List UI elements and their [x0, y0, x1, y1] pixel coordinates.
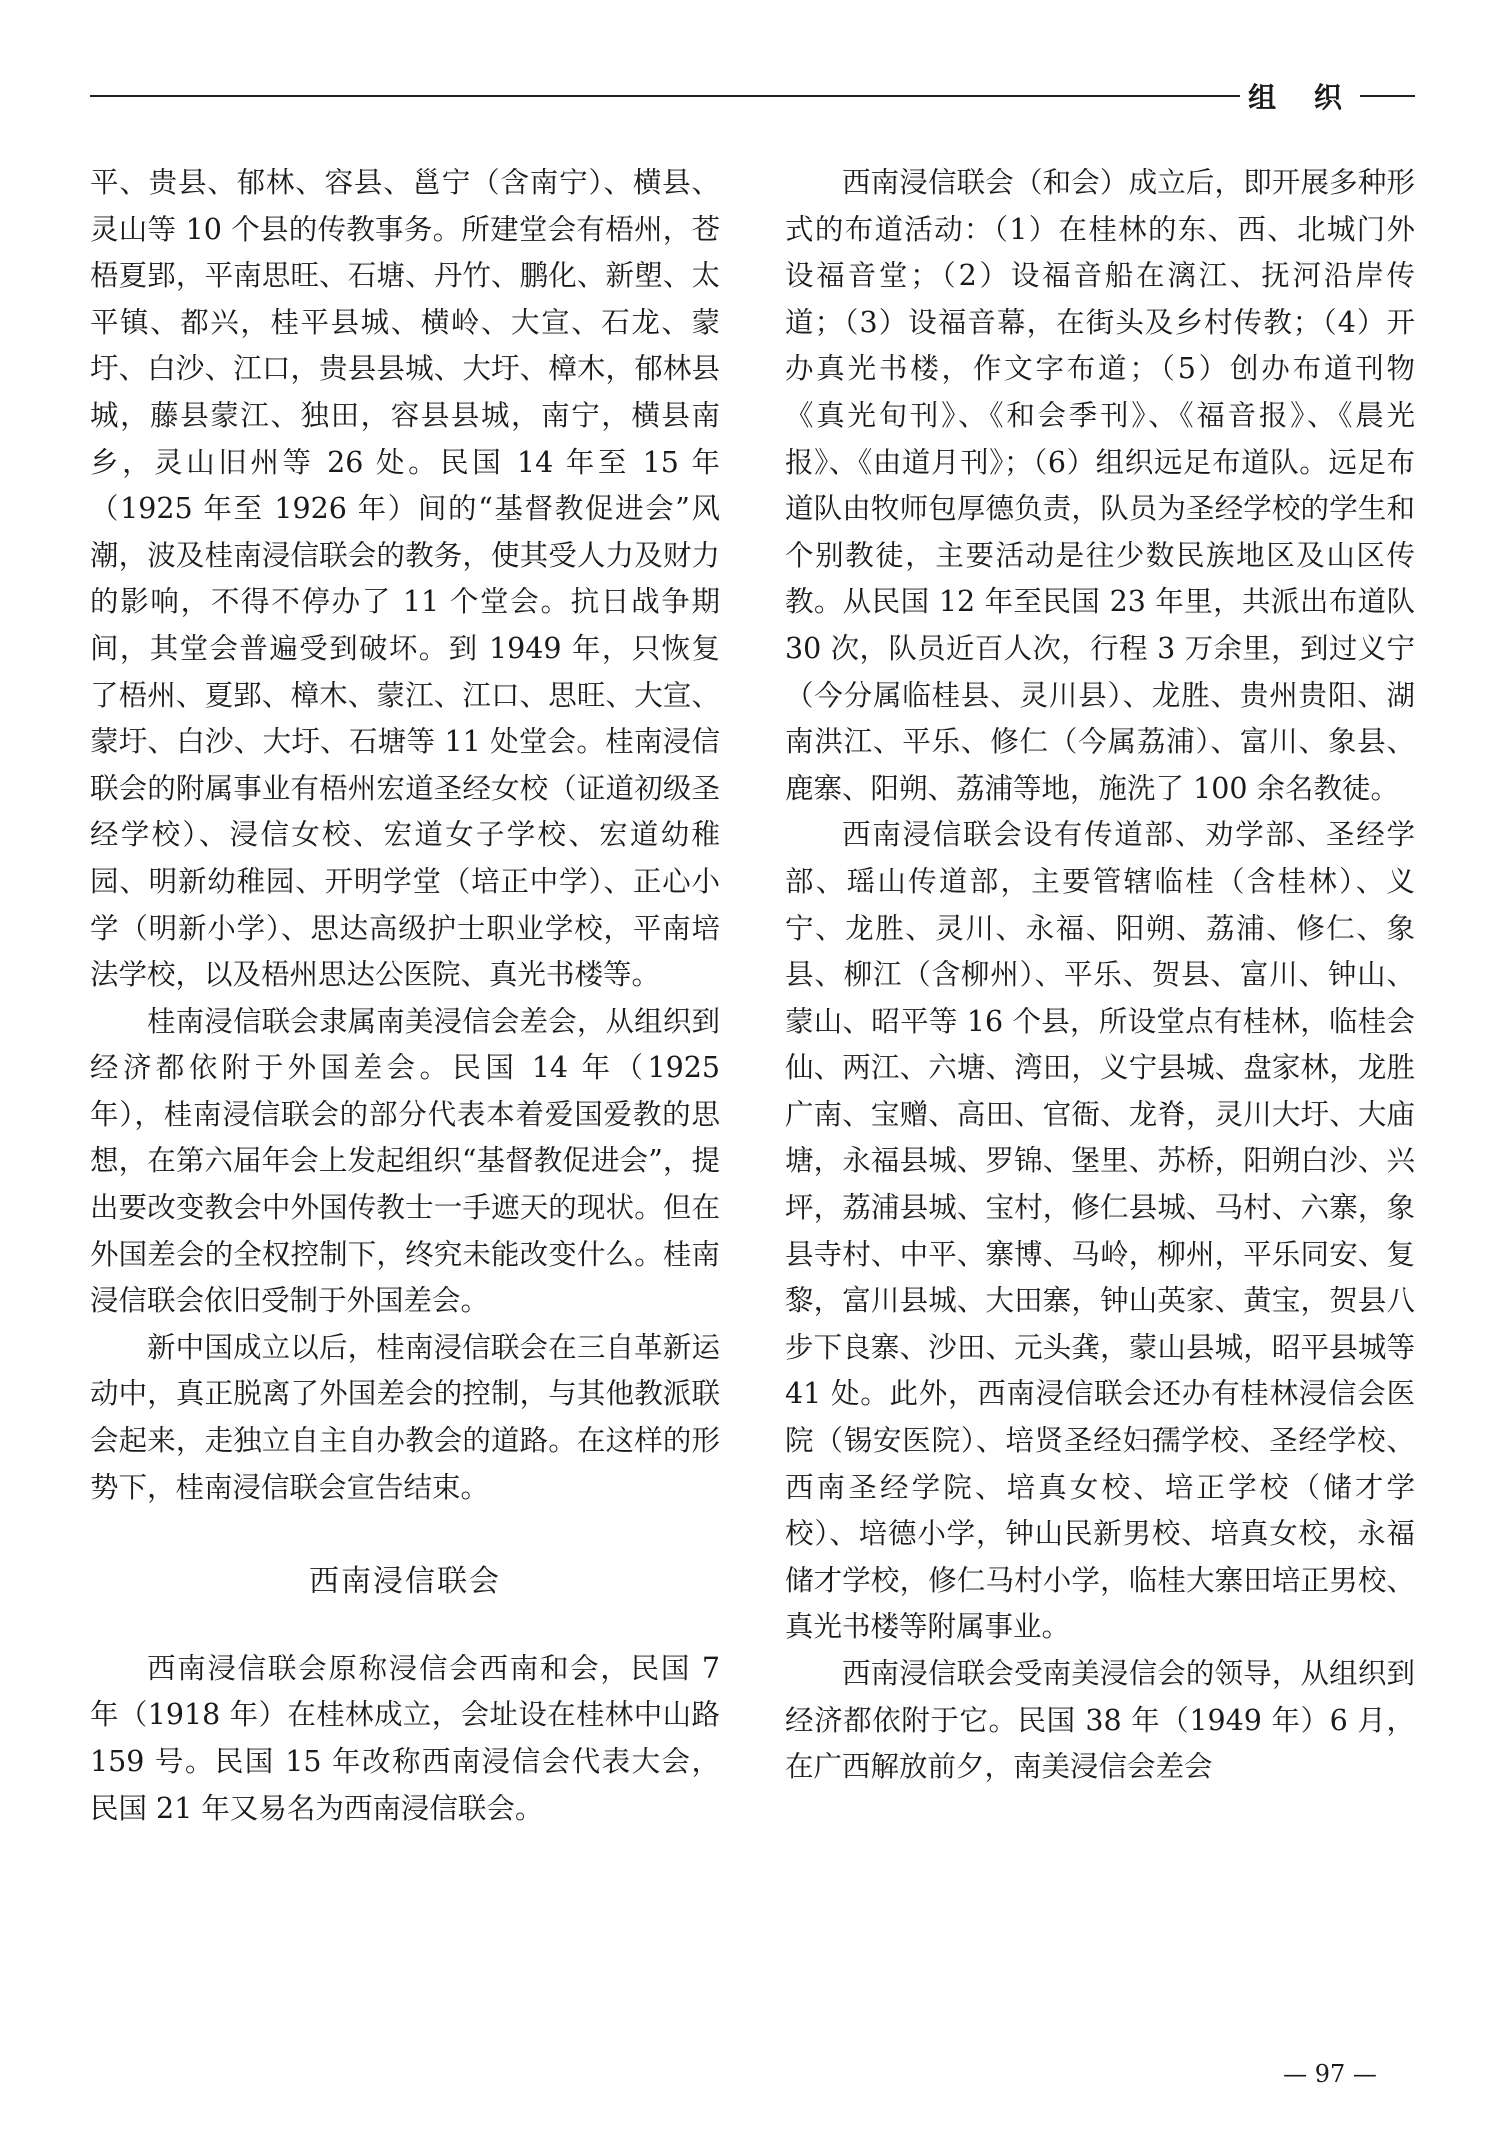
- right-column: [785, 160, 1415, 1791]
- body-paragraph: 西南浸信联会（和会）成立后，即开展多种形式的布道活动：（1）在桂林的东、西、北城门外设福音堂；（2）设福音船在漓江、抚河沿岸传道；（3）设福音幕，在街头及乡村传教；（4）开办真光书楼，作文字布道；（5）创办布道刊物《真光旬刊》、《和会季刊》、《福音报》、《晨光报》、《由道月刊》；（6）组织远足布道队。远足布道队由牧师包厚德负责，队员为圣经学校的学生和个别教徒，主要活动是往少数民族地区及山区传教。从民国 12 年至民国 23 年里，共派出布道队 30 次，队员近百人次，行程 3 万余里，到过义宁（今分属临桂县、灵川县）、龙胜、贵州贵阳、湖南洪江、平乐、修仁（今属荔浦）、富川、象县、鹿寨、阳朔、荔浦等地，施洗了 100 余名教徒。: [785, 166, 1415, 805]
- body-paragraph: 西南浸信联会设有传道部、劝学部、圣经学部、瑶山传道部，主要管辖临桂（含桂林）、义宁、龙胜、灵川、永福、阳朔、荔浦、修仁、象县、柳江（含柳州）、平乐、贺县、富川、钟山、蒙山、昭平等 16 个县，所设堂点有桂林，临桂会仙、两江、六塘、湾田，义宁县城、盘家林，龙胜广南、宝赠、高田、官衙、龙脊，灵川大圩、大庙塘，永福县城、罗锦、堡里、苏桥，阳朔白沙、兴坪，荔浦县城、宝村，修仁县城、马村、六寨，象县寺村、中平、寨博、马岭，柳州，平乐同安、复黎，富川县城、大田寨，钟山英家、黄宝，贺县八步下良寨、沙田、元头龚，蒙山县城，昭平县城等 41 处。此外，西南浸信联会还办有桂林浸信会医院（锡安医院）、培贤圣经妇孺学校、圣经学校、西南圣经学院、培真女校、培正学校（储才学校）、培德小学，钟山民新男校、培真女校，永福储才学校，修仁马村小学，临桂大寨田培正男校、真光书楼等附属事业。: [785, 818, 1415, 1644]
- body-paragraph: 西南浸信联会原称浸信会西南和会，民国 7 年（1918 年）在桂林成立，会址设在桂林中山路 159 号。民国 15 年改称西南浸信会代表大会，民国 21 年又易名为西南浸信联会。: [90, 1651, 720, 1825]
- body-paragraph: 平、贵县、郁林、容县、邕宁（含南宁）、横县、灵山等 10 个县的传教事务。所建堂会有梧州，苍梧夏郢，平南思旺、石塘、丹竹、鹏化、新塱、太平镇、都兴，桂平县城、横岭、大宣、石龙、蒙圩、白沙、江口，贵县县城、大圩、樟木，郁林县城，藤县蒙江、独田，容县县城，南宁，横县南乡，灵山旧州等 26 处。民国 14 年至 15 年（1925 年至 1926 年）间的“基督教促进会”风潮，波及桂南浸信联会的教务，使其受人力及财力的影响，不得不停办了 11 个堂会。抗日战争期间，其堂会普遍受到破坏。到 1949 年，只恢复了梧州、夏郢、樟木、蒙江、江口、思旺、大宣、蒙圩、白沙、大圩、石塘等 11 处堂会。桂南浸信联会的附属事业有梧州宏道圣经女校（证道初级圣经学校）、浸信女校、宏道女子学校、宏道幼稚园、明新幼稚园、开明学堂（培正中学）、正心小学（明新小学）、思达高级护士职业学校，平南培法学校，以及梧州思达公医院、真光书楼等。: [90, 166, 720, 992]
- body-paragraph: 新中国成立以后，桂南浸信联会在三自革新运动中，真正脱离了外国差会的控制，与其他教派联会起来，走独立自主自办教会的道路。在这样的形势下，桂南浸信联会宣告结束。: [90, 1330, 720, 1504]
- header-rule-right: [1360, 95, 1415, 97]
- body-paragraph: 西南浸信联会受南美浸信会的领导，从组织到经济都依附于它。民国 38 年（1949 年）6 月，在广西解放前夕，南美浸信会差会: [785, 1657, 1415, 1784]
- page-number: — 97 —: [1283, 2060, 1377, 2088]
- section-heading: 西南浸信联会: [309, 1564, 501, 1600]
- left-column: [90, 160, 720, 1832]
- header-rule: [90, 95, 1240, 97]
- body-paragraph: 桂南浸信联会隶属南美浸信会差会，从组织到经济都依附于外国差会。民国 14 年（1925 年），桂南浸信联会的部分代表本着爱国爱教的思想，在第六届年会上发起组织“基督教促进会”，提出要改变教会中外国传教士一手遮天的现状。但在外国差会的全权控制下，终究未能改变什么。桂南浸信联会依旧受制于外国差会。: [90, 1004, 720, 1318]
- running-header: 组 织: [1248, 81, 1356, 114]
